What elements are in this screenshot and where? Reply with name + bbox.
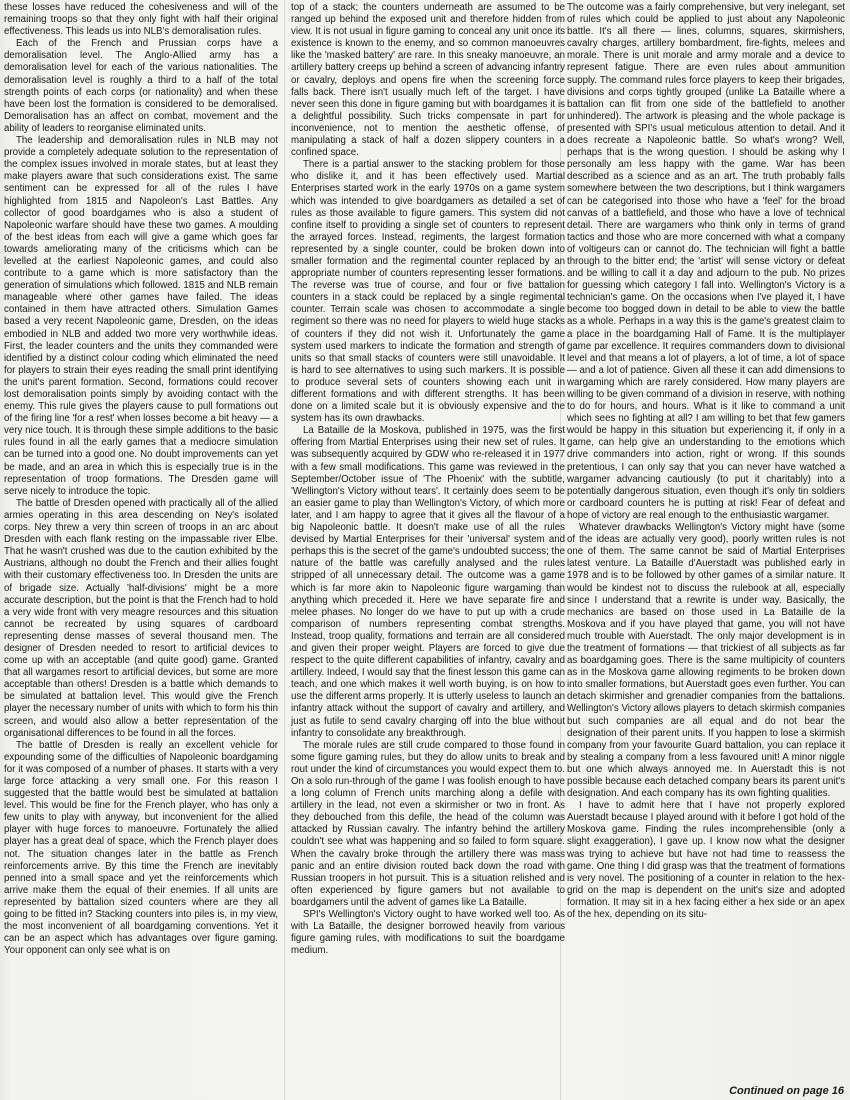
article-column-3 bbox=[567, 2, 845, 1078]
paragraph: La Bataille de la Moskova, published in 1975, was the first offering from Martial Enterprises using their new set of rules. It was subsequently acquired by GDW who re-released it in 1977 with a few small modifications. This game was reviewed in the September/October issue of 'The Phoenix' with the subtitle, 'Wellington's Victory without tears'. It certainly does seem to be an easier game to play than Wellington's Victory, of which more later, and I am happy to agree that it gives all the flavour of a big Napoleonic battle. It doesn't make use of all the rules devised by Martial Enterprises for their 'universal' system and perhaps this is the secret of the game's undoubted success; the nature of the battle was carefully analysed and the rules stripped of all unnecessary detail. The outcome was a game which is far more akin to Napoleonic figure wargaming than anything which preceded it. Here we have separate fire and melee phases. No longer do we have to put up with a crude comparison of numbers representing combat strengths. Instead, troop quality, formations and terrain are all considered and given their proper weight. Players are forced to give due respect to the quite different capabilities of infantry, cavalry and artillery. Indeed, I would say that the finest lesson this game can teach, and one which makes it well worth buying, is on how to use the different arms properly. It is utterly useless to launch an infantry attack without the support of cavalry and artillery, and just as futile to send cavalry charging off into the blue without infantry to consolidate any breakthrough. bbox=[291, 425, 565, 739]
paragraph: top of a stack; the counters underneath are assumed to be ranged up behind the exposed unit and therefore hidden from view. It is not usual in figure gaming to conceal any unit once its existence is known to the enemy, and so common manoeuvres like the 'masked battery' are rare. In this sneaky manoeuvre, an artillery battery creeps up behind a screen of advancing infantry or cavalry, deploys and opens fire when the screening force falls back. There isn't usually much left of the target. I have never seen this done in figure gaming but with boardgames it is a delightful possibility. Such tricks compensate in part for inconvenience, not to mention the aesthetic offense, of manipulating a stack of half a dozen slippery counters in a confined space. bbox=[291, 2, 565, 159]
paragraph: The morale rules are still crude compared to those found in some figure gaming rules, but they do allow units to break and rout under the kind of circumstances you would expect them to. On a solo run-through of the game I was foolish enough to have a long column of French units marching along a defile with artillery in the lead, not even a skirmisher or two in front. As they debouched from this defile, the head of the column was attacked by Russian cavalry. The infantry behind the artillery couldn't see what was happening and so failed to form square. When the cavalry broke through the artillery there was mass panic and an entire division routed back down the road with Russian troopers in hot pursuit. This is a situation relished and often experienced by figure gamers but not available to boardgamers until the advent of games like La Bataille. bbox=[291, 739, 565, 908]
article-column-1 bbox=[4, 2, 278, 1098]
paragraph: SPI's Wellington's Victory ought to have worked well too. As with La Bataille, the designer borrowed heavily from various figure gaming rules, with modifications to suit the boardgame medium. bbox=[291, 909, 565, 957]
paragraph: There is a partial answer to the stacking problem for those who dislike it, and it has been effectively used. Martial Enterprises started work in the early 1970s on a game system which was intended to give boardgamers as detailed a set of rules as those available to figure gamers. This system did not confine itself to providing a single set of counters to represent the arrayed forces. Instead, regiments, the largest formation represented by a single counter, could be broken down into smaller formation and the regimental counter replaced by an appropriate number of counters representing lesser formations. The reverse was true of course, and four or five battalion counters in a stack could be replaced by a single regimental counter. Terrain scale was chosen to accommodate a single regiment so there was no need for players to wield huge stacks of counters if they did not wish it. Unfortunately the game system used markers to indicate the formation and strength of units so that small stacks of counters were still unavoidable. It is hard to see alternatives to using such markers. It is possible to produce several sets of counters showing each unit in different formations and with different strengths. It has been done on a limited scale but it is obviously expensive and the system has its own drawbacks. bbox=[291, 159, 565, 425]
paragraph: The battle of Dresden opened with practically all of the allied armies operating in this area descending on Ney's isolated corps. Ney threw a very thin screen of troops in an arc about Dresden with each flank resting on the impassable river Elbe. That he wasn't crushed was due to the caution exhibited by the Austrians, although no doubt the French and their allies fought with their customary effectiveness too. In Dresden the units are of brigade size. Actually 'half-divisions' might be a more accurate description, but the point is that the French had to hold a very wide front with very meagre resources and this situation cannot be recreated by using squares of cardboard representing dense masses of several thousand men. The designer of Dresden needed to resort to artificial devices to come up with an acceptable (and quite good) game. Granted that all wargames resort to artificial devices, but some are more acceptable than others! Dresden is a battle which demands to be simulated at battalion level. This would give the French player the necessary number of units with which to form his thin screen, and would also allow a better representation of the organisational differences to be found in all the forces. bbox=[4, 497, 278, 739]
column-divider bbox=[284, 0, 285, 1100]
paragraph: Whatever drawbacks Wellington's Victory might have (some of the ideas are actually very good), poorly written rules is not one of them. The same cannot be said of Martial Enterprises latest venture. La Bataille d'Auerstadt was published early in 1978 and is to be followed by other games of a similar nature. It would be kindest not to discuss the rulebook at all, especially since I understand that a rewrite is under way. Basically, the mechanics are based on those used in La Bataille de la Moskova and if you have played that game, you will not have much trouble with Auerstadt. The only major development is in the treatment of formations — that trickiest of all subjects as far as boardgaming goes. There is the same multipicity of counters as in the Moskova game allowing regiments to be broken down into smaller formations, but Auerstadt goes even further. You can detach skirmisher and grenadier companies from the battalions. Wellington's Victory allows players to detach skirmish companies but such companies are all equal and do not bear the designation of their parent units. If you happen to lose a skirmish company from your favourite Guard battalion, you can replace it by stealing a company from a less favoured unit! A minor niggle but one which always annoyed me. In Auerstadt this is not possible because each detached company bears its parent unit's designation. And each company has its own fighting qualities. bbox=[567, 522, 845, 800]
paragraph: The leadership and demoralisation rules in NLB may not provide a completely adequate solution to the representation of the complex issues involved in morale states, but at least they make players aware that such considerations exist. The same sentiment can be expressed for all of the rules I have highlighted from 1815 and Napoleon's Last Battles. Any collector of good boardgames who is also a student of Napoleonic warfare should have these two games. A moulding of the best ideas from each will give a game which goes far towards ameliorating many of the criticisms which can be levelled at the earliest Napoleonic games, and could also contribute to a game which is more satisfactory than the generation of simulations which followed. 1815 and NLB remain manageable where other games have failed. The ideas contained in them have attracted others. Simulation Games based a very recent Napoleonic game, Dresden, on the ideas embodied in NLB and added two more very worthwhile ideas. First, the leader counters and the units they commanded were identified by a distinct colour coding which eliminated the need for players to strain their eyes reading the small print identifying the unit's parent formation. Second, formations could recover lost demoralisation points simply by avoiding contact with the enemy. This rule gives the players cause to pull formations out of the firing line 'for a rest' when losses become a bit heavy — a very nice touch. It is through these simple additions to the basic rules found in all the early games that a mediocre simulation can be turned into a good one. No doubt improvements can yet be made, and an area in which this is especially true is in the representation of troop formations. The Dresden game will serve nicely to introduce the topic. bbox=[4, 135, 278, 497]
paragraph: Each of the French and Prussian corps have a demoralisation level. The Anglo-Allied army has a demoralisation level for each of the various nationalities. The demoralisation level is roughly a third to a half of the total strength points of each corps (or nationality) and when these have been lost the formation is considered to be demoralised. Demoralisation has an affect on combat, movement and the ability of leaders to reorganise eliminated units. bbox=[4, 38, 278, 134]
continued-on-page-link[interactable]: Continued on page 16 bbox=[729, 1085, 844, 1097]
article-column-2 bbox=[291, 2, 565, 1098]
paragraph: The battle of Dresden is really an excellent vehicle for expounding some of the difficulties of Napoleonic boardgaming for it was composed of a number of phases. It starts with a very large force attacking a very small one. For this reason I suggested that the battle would best be simulated at battalion level. This would be fine for the French player, who has only a few units to play with anyway, but inconvenient for the allied player with huge forces to manoeuvre. Fortunately the allied player has a great deal of space, which the French player does not. The situation changes later in the battle as French reinforcements arrive. By this time the French are inevitably penned into a small space and yet the reinforcements which arrive make them the equal of their enemies. If all units are represented by battalion sized counters where are they all going to be fitted in? Stacking counters into piles is, in my view, the most inconvenient of all boardgaming conventions. Yet it can be an aspect which has advantages over figure gaming. Your opponent can only see what is on bbox=[4, 739, 278, 957]
paragraph: these losses have reduced the cohesiveness and will of the remaining troops so that they only fight with half their original effectiveness. This leads us into NLB's demoralisation rules. bbox=[4, 2, 278, 38]
paragraph: I have to admit here that I have not properly explored Auerstadt because I played around with it before I got hold of the Moskova game. Finding the rules incomprehensible (only a slight exaggeration), I gave up. I know now what the designer was trying to achieve but have not had time to reassess the game. One thing I did grasp was that the treatment of formations is very novel. The positioning of a counter in relation to the hex-grid on the map is dependent on the unit's size and adopted formation. It may sit in a hex facing either a hex side or an apex of the hex, depending on its situ- bbox=[567, 800, 845, 921]
paragraph: The outcome was a fairly comprehensive, but very inelegant, set of rules which could be applied to just about any Napoleonic battle. It's all there — lines, columns, squares, skirmishers, cavalry charges, artillery bombardment, fire-fights, melees and morale. There is unit morale and army morale and a device to represent fatigue. There are even rules about ammunition supply. The command rules force players to keep their brigades, divisions and corps tightly grouped (unlike La Bataille where a battalion can flit from one side of the battlefield to another unhindered). The artwork is pleasing and the whole package is presented with SPI's usual meticulous attention to detail. And it does recreate a Napoleonic battle. So what's wrong? Well, perhaps that is the wrong question. I should be asking why I personally am less happy with the game. War has been described as a science and as an art. The truth probably falls somewhere between the two descriptions, but I think wargamers can be categorised into those who have a 'feel' for the broad canvas of a battlefield, and those who have a love of technical detail. There are wargamers who think only in terms of grand tactics and those who are more concerned with what a company of voltigeurs can or cannot do. The technician will fight a battle through to the bitter end; the 'artist' will sense victory or defeat and be willing to call it a day and adjourn to the pub. No prizes for guessing which category I fall into. Wellington's Victory is a technician's game. On the occasions when I've played it, I have become too bogged down in detail to be able to view the battle as a whole. Perhaps in a way this is the game's greatest claim to a place in the boardgaming Hall of Fame. It is the multiplayer game par excellence. It requires commanders down to divisional level and that means a lot of players, a lot of time, a lot of space — and a lot of patience. Given all these it can add dimensions to wargaming which are rarely considered. How many players are willing to be given command of a division in reserve, with nothing to do for hours, and hours. What is it like to command a unit which sees no fighting at all? I am willing to bet that few gamers would be happy in this situation but experiencing it, if only in a game, can help give an understanding to the emotions which drive commanders into action, right or wrong. If this sounds pretentious, I can only say that you can never have watched a wargamer advancing cautiously (to put it charitably) into a potentially dangerous situation, even though it's only tin soldiers or cardboard counters he is putting at risk! Fear of defeat and hope of victory are real enough to the enthusiastic wargamer. bbox=[567, 2, 845, 521]
